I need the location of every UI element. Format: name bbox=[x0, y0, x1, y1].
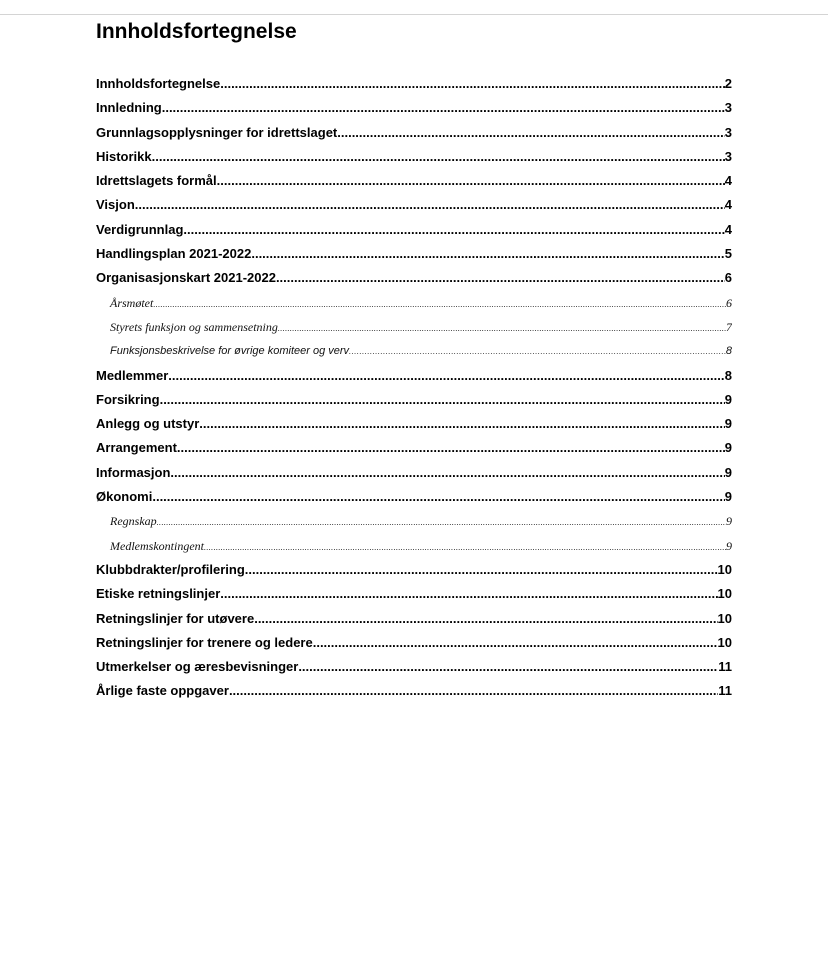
toc-dot-leader bbox=[157, 511, 726, 533]
toc-entry-page-number: 7 bbox=[726, 319, 732, 334]
toc-dot-leader bbox=[152, 145, 725, 169]
toc-dot-leader bbox=[135, 193, 725, 217]
toc-entry-page-number: 9 bbox=[726, 514, 732, 529]
table-of-contents bbox=[96, 72, 732, 704]
toc-entry-label: Innholdsfortegnelse bbox=[96, 76, 221, 91]
toc-entry[interactable] bbox=[96, 607, 732, 631]
toc-entry[interactable] bbox=[96, 364, 732, 388]
toc-dot-leader bbox=[204, 536, 726, 558]
toc-dot-leader bbox=[217, 169, 725, 193]
toc-entry-label: Grunnlagsopplysninger for idrettslaget bbox=[96, 124, 338, 140]
toc-entry-page-number: 9 bbox=[724, 464, 732, 480]
toc-dot-leader bbox=[199, 412, 724, 436]
toc-entry[interactable] bbox=[96, 266, 732, 290]
toc-dot-leader bbox=[278, 317, 726, 339]
toc-entry-label: Årsmøtet bbox=[110, 295, 154, 310]
toc-entry[interactable] bbox=[96, 96, 732, 120]
toc-entry-page-number: 8 bbox=[724, 367, 732, 383]
page-top-border bbox=[0, 14, 828, 15]
toc-entry-label: Handlingsplan 2021-2022 bbox=[96, 246, 252, 262]
document-page bbox=[96, 18, 732, 704]
toc-entry[interactable] bbox=[96, 558, 732, 582]
toc-entry-page-number: 10 bbox=[717, 586, 732, 602]
toc-dot-leader bbox=[245, 558, 718, 582]
toc-entry-label: Styrets funksjon og sammensetning bbox=[110, 319, 278, 334]
toc-entry[interactable] bbox=[96, 412, 732, 436]
toc-entry-page-number: 11 bbox=[718, 659, 732, 675]
toc-entry-label: Funksjonsbeskrivelse for øvrige komiteer og verv bbox=[110, 345, 350, 358]
toc-entry[interactable] bbox=[96, 169, 732, 193]
toc-entry-page-number: 9 bbox=[724, 489, 732, 505]
toc-entry-page-number: 10 bbox=[717, 561, 732, 577]
toc-entry[interactable] bbox=[96, 679, 732, 703]
toc-entry[interactable] bbox=[96, 388, 732, 412]
toc-entry[interactable] bbox=[96, 509, 732, 533]
toc-entry[interactable] bbox=[96, 582, 732, 606]
toc-entry-label: Innledning bbox=[96, 100, 162, 116]
toc-dot-leader bbox=[313, 631, 718, 655]
toc-entry[interactable] bbox=[96, 315, 732, 339]
toc-entry[interactable] bbox=[96, 436, 732, 460]
toc-entry-page-number: 10 bbox=[717, 610, 732, 626]
toc-entry-page-number: 2 bbox=[724, 76, 732, 91]
toc-dot-leader bbox=[170, 461, 724, 485]
toc-entry[interactable] bbox=[96, 655, 732, 679]
toc-entry-label: Medlemskontingent bbox=[110, 538, 204, 553]
toc-entry-label: Årlige faste oppgaver bbox=[96, 683, 229, 699]
toc-dot-leader bbox=[298, 655, 718, 679]
toc-entry-label: Visjon bbox=[96, 197, 135, 213]
toc-entry-label: Arrangement bbox=[96, 440, 177, 456]
toc-entry-label: Retningslinjer for trenere og ledere bbox=[96, 634, 313, 650]
toc-entry-page-number: 3 bbox=[724, 100, 732, 116]
page-title: Innholdsfortegnelse bbox=[96, 20, 297, 43]
toc-entry-page-number: 9 bbox=[724, 440, 732, 456]
toc-dot-leader bbox=[349, 340, 726, 363]
toc-entry[interactable] bbox=[96, 145, 732, 169]
toc-entry-page-number: 4 bbox=[724, 197, 732, 213]
toc-dot-leader bbox=[183, 218, 724, 242]
toc-entry[interactable] bbox=[96, 242, 732, 266]
toc-entry[interactable] bbox=[96, 121, 732, 145]
toc-entry-page-number: 6 bbox=[724, 270, 732, 286]
toc-entry[interactable] bbox=[96, 218, 732, 242]
toc-entry-label: Etiske retningslinjer bbox=[96, 586, 221, 602]
toc-entry-label: Forsikring bbox=[96, 391, 160, 407]
toc-dot-leader bbox=[276, 266, 725, 290]
toc-dot-leader bbox=[254, 607, 717, 631]
toc-entry-page-number: 9 bbox=[726, 538, 732, 553]
toc-entry-label: Utmerkelser og æresbevisninger bbox=[96, 659, 299, 675]
toc-entry-page-number: 8 bbox=[725, 345, 732, 358]
toc-dot-leader bbox=[160, 388, 725, 412]
toc-entry-page-number: 10 bbox=[717, 634, 732, 650]
toc-dot-leader bbox=[162, 96, 725, 120]
toc-entry-page-number: 9 bbox=[724, 416, 732, 432]
toc-entry-page-number: 9 bbox=[724, 391, 732, 407]
toc-entry[interactable] bbox=[96, 339, 732, 363]
toc-entry-label: Klubbdrakter/profilering bbox=[96, 561, 245, 577]
toc-entry-label: Regnskap bbox=[110, 514, 157, 529]
toc-entry-label: Informasjon bbox=[96, 464, 171, 480]
toc-entry-page-number: 3 bbox=[724, 124, 732, 140]
toc-dot-leader bbox=[220, 582, 717, 606]
toc-entry-label: Anlegg og utstyr bbox=[96, 416, 200, 432]
toc-entry-label: Historikk bbox=[96, 148, 152, 164]
toc-dot-leader bbox=[229, 679, 718, 703]
toc-entry[interactable] bbox=[96, 291, 732, 315]
toc-entry[interactable] bbox=[96, 534, 732, 558]
toc-dot-leader bbox=[220, 72, 725, 96]
toc-entry-label: Idrettslagets formål bbox=[96, 173, 217, 189]
toc-entry-page-number: 4 bbox=[724, 221, 732, 237]
toc-entry[interactable] bbox=[96, 72, 732, 96]
toc-entry-label: Medlemmer bbox=[96, 367, 169, 383]
toc-dot-leader bbox=[168, 364, 725, 388]
toc-entry-page-number: 4 bbox=[724, 173, 732, 189]
toc-entry[interactable] bbox=[96, 631, 732, 655]
toc-dot-leader bbox=[337, 121, 725, 145]
toc-dot-leader bbox=[153, 293, 726, 315]
toc-dot-leader bbox=[177, 436, 725, 460]
toc-entry-label: Retningslinjer for utøvere bbox=[96, 610, 255, 626]
toc-dot-leader bbox=[152, 485, 724, 509]
toc-entry[interactable] bbox=[96, 461, 732, 485]
toc-entry-label: Organisasjonskart 2021-2022 bbox=[96, 270, 276, 286]
toc-entry[interactable] bbox=[96, 193, 732, 217]
toc-entry-page-number: 6 bbox=[726, 295, 732, 310]
toc-entry[interactable] bbox=[96, 485, 732, 509]
toc-entry-page-number: 3 bbox=[724, 148, 732, 164]
toc-entry-label: Økonomi bbox=[96, 489, 153, 505]
toc-entry-page-number: 11 bbox=[718, 683, 732, 699]
toc-entry-page-number: 5 bbox=[724, 246, 732, 262]
toc-dot-leader bbox=[251, 242, 724, 266]
toc-entry-label: Verdigrunnlag bbox=[96, 221, 184, 237]
